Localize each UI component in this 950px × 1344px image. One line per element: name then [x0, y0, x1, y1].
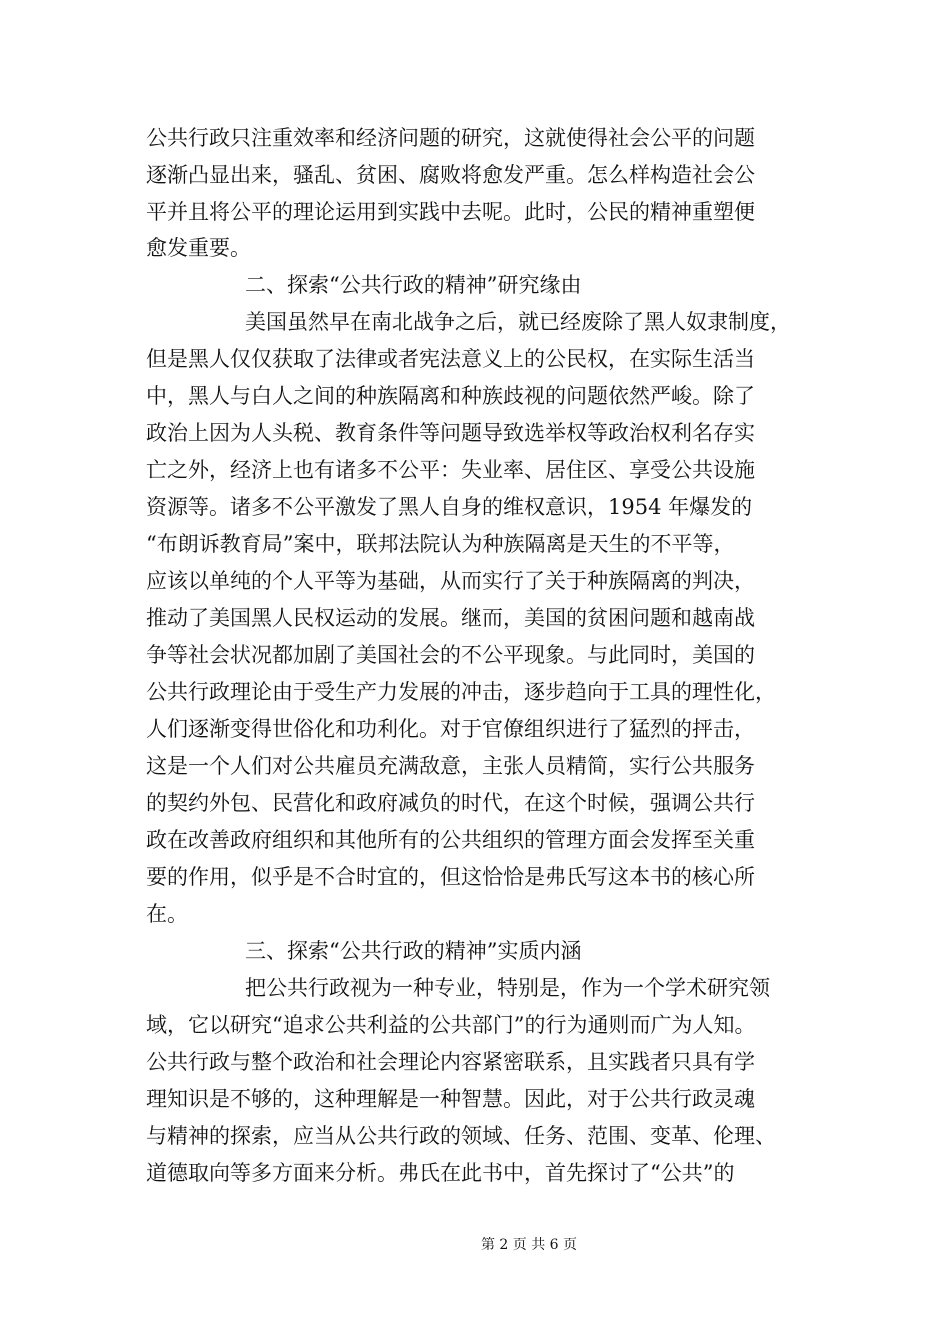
paragraph-2-line-5: 亡之外，经济上也有诸多不公平：失业率、居住区、享受公共设施	[146, 458, 755, 482]
paragraph-2-line-13: 这是一个人们对公共雇员充满敌意，主张人员精简，实行公共服务	[146, 754, 755, 778]
paragraph-2-line-10: 争等社会状况都加剧了美国社会的不公平现象。与此同时，美国的	[146, 643, 755, 667]
paragraph-2-line-15: 政在改善政府组织和其他所有的公共组织的管理方面会发挥至关重	[146, 828, 755, 852]
paragraph-2-line-11: 公共行政理论由于受生产力发展的冲击，逐步趋向于工具的理性化，	[146, 680, 776, 704]
paragraph-2-line-6: 资源等。诸多不公平激发了黑人自身的维权意识，1954 年爆发的	[146, 495, 753, 519]
paragraph-3-line-6: 道德取向等多方面来分析。弗氏在此书中，首先探讨了“公共”的	[146, 1161, 735, 1185]
paragraph-2-line-3: 中，黑人与白人之间的种族隔离和种族歧视的问题依然严峻。除了	[146, 384, 755, 408]
paragraph-3-line-5: 与精神的探索，应当从公共行政的领域、任务、范围、变革、伦理、	[146, 1124, 776, 1148]
paragraph-1-line-1: 公共行政只注重效率和经济问题的研究，这就使得社会公平的问题	[146, 126, 755, 150]
paragraph-2-line-16: 要的作用，似乎是不合时宜的，但这恰恰是弗氏写这本书的核心所	[146, 865, 755, 889]
paragraph-2-line-7: “布朗诉教育局”案中，联邦法院认为种族隔离是天生的不平等，	[146, 532, 735, 556]
paragraph-2-line-17: 在。	[146, 902, 188, 926]
section-heading-3: 三、探索“公共行政的精神”实质内涵	[245, 939, 582, 963]
paragraph-2-line-9: 推动了美国黑人民权运动的发展。继而，美国的贫困问题和越南战	[146, 606, 755, 630]
paragraph-3-line-3: 公共行政与整个政治和社会理论内容紧密联系，且实践者只具有学	[146, 1050, 755, 1074]
paragraph-1-line-2: 逐渐凸显出来，骚乱、贫困、腐败将愈发严重。怎么样构造社会公	[146, 163, 755, 187]
paragraph-1-line-4: 愈发重要。	[146, 236, 251, 260]
paragraph-3-line-1: 把公共行政视为一种专业，特别是，作为一个学术研究领	[245, 976, 770, 1000]
paragraph-2-line-4: 政治上因为人头税、教育条件等问题导致选举权等政治权利名存实	[146, 421, 755, 445]
paragraph-1-line-3: 平并且将公平的理论运用到实践中去呢。此时，公民的精神重塑便	[146, 200, 755, 224]
paragraph-2-line-12: 人们逐渐变得世俗化和功利化。对于官僚组织进行了猛烈的抨击，	[146, 717, 755, 741]
paragraph-3-line-2: 域，它以研究“追求公共利益的公共部门”的行为通则而广为人知。	[146, 1013, 756, 1037]
paragraph-3-line-4: 理知识是不够的，这种理解是一种智慧。因此，对于公共行政灵魂	[146, 1087, 755, 1111]
paragraph-2-line-14: 的契约外包、民营化和政府减负的时代，在这个时候，强调公共行	[146, 791, 755, 815]
section-heading-2: 二、探索“公共行政的精神”研究缘由	[245, 273, 582, 297]
page-number-footer: 第 2 页 共 6 页	[480, 1237, 578, 1253]
paragraph-2-line-1: 美国虽然早在南北战争之后，就已经废除了黑人奴隶制度，	[245, 310, 791, 334]
paragraph-2-line-8: 应该以单纯的个人平等为基础，从而实行了关于种族隔离的判决，	[146, 569, 755, 593]
paragraph-2-line-2: 但是黑人仅仅获取了法律或者宪法意义上的公民权，在实际生活当	[146, 347, 755, 371]
